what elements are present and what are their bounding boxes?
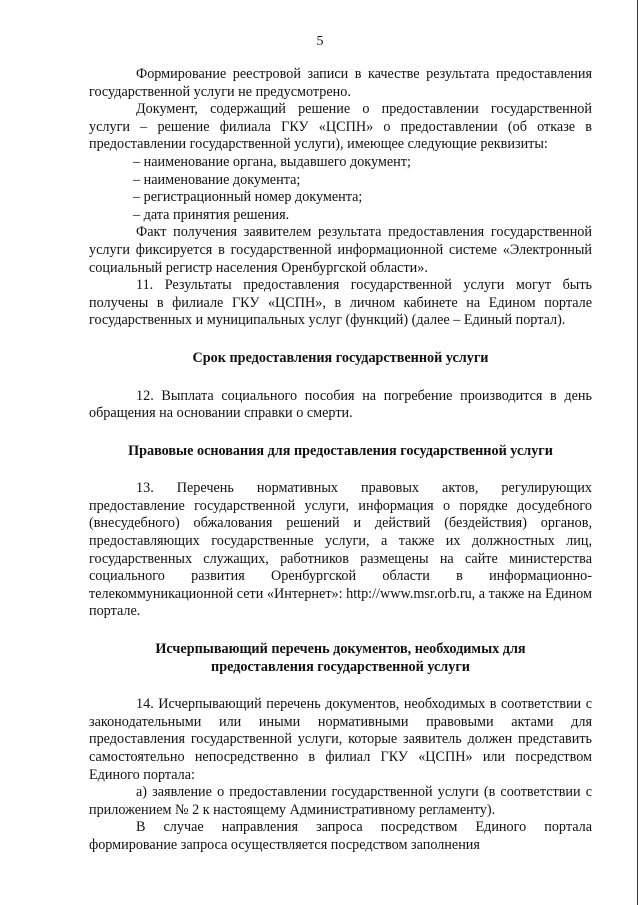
section-heading-term: Срок предоставления государственной услуги	[192, 349, 489, 366]
paragraph-11-results: 11. Результаты предоставления государственной услуги могут быть получены в филиале ГКУ «ЦСПН», в личном кабинете на Едином портале государственных и муниципальных услуг (функций) (далее – Единый портал).	[89, 277, 592, 329]
list-item: – регистрационный номер документа;	[133, 189, 363, 206]
list-item: – дата принятия решения.	[133, 206, 290, 223]
paragraph-registry-record: Формирование реестровой записи в качестве результата предоставления государственной услуги не предусмотрено.	[89, 66, 592, 100]
page-number: 5	[316, 34, 324, 49]
paragraph-12-payment: 12. Выплата социального пособия на погребение производится в день обращения на основании справки о смерти.	[89, 387, 592, 422]
paragraph-portal-request: В случае направления запроса посредством Единого портала формирование запроса осуществляется посредством заполнения	[89, 819, 592, 853]
paragraph-application-a: а) заявление о предоставлении государственной услуги (в соответствии с приложением № 2 к настоящему Административному регламенту).	[89, 784, 592, 818]
paragraph-result-fixation: Факт получения заявителем результата предоставления государственной услуги фиксируется в государственной информационной системе «Электронный социальный регистр населения Оренбургской области».	[89, 224, 592, 276]
page-edge-line	[637, 0, 638, 905]
section-heading-documents	[89, 641, 592, 676]
paragraph-decision-document: Документ, содержащий решение о предоставлении государственной услуги – решение филиала ГКУ «ЦСПН» о предоставлении (об отказе в предоставлении государственной услуги), имеющее следующие реквизиты:	[89, 101, 592, 153]
list-item: – наименование документа;	[133, 171, 301, 188]
section-heading-documents-line2: предоставления государственной услуги	[211, 658, 470, 675]
paragraph-14-documents-list: 14. Исчерпывающий перечень документов, необходимых в соответствии с законодательными или иными нормативными правовыми актами для предоставления государственной услуги, которые заявитель должен представить самостоятельно непосредственно в филиал ГКУ «ЦСПН» или посредством Единого портала:	[89, 696, 592, 783]
document-body	[89, 66, 592, 855]
paragraph-13-legal-acts: 13. Перечень нормативных правовых актов, регулирующих предоставление государственной услуги, информация о порядке досудебного (внесудебного) обжалования решений и действий (бездействия) органов, предоставляющих государственные услуги, а также их должностных лиц, государственных служащих, работников размещены на сайте министерства социального развития Оренбургской области в информационно-телекоммуникационной сети «Интернет»: http://www.msr.orb.ru, а также на Едином портале.	[89, 480, 592, 620]
section-heading-legal-basis: Правовые основания для предоставления государственной услуги	[128, 442, 553, 459]
section-heading-documents-line1: Исчерпывающий перечень документов, необходимых для	[155, 641, 526, 658]
list-item: – наименование органа, выдавшего документ;	[133, 153, 411, 170]
